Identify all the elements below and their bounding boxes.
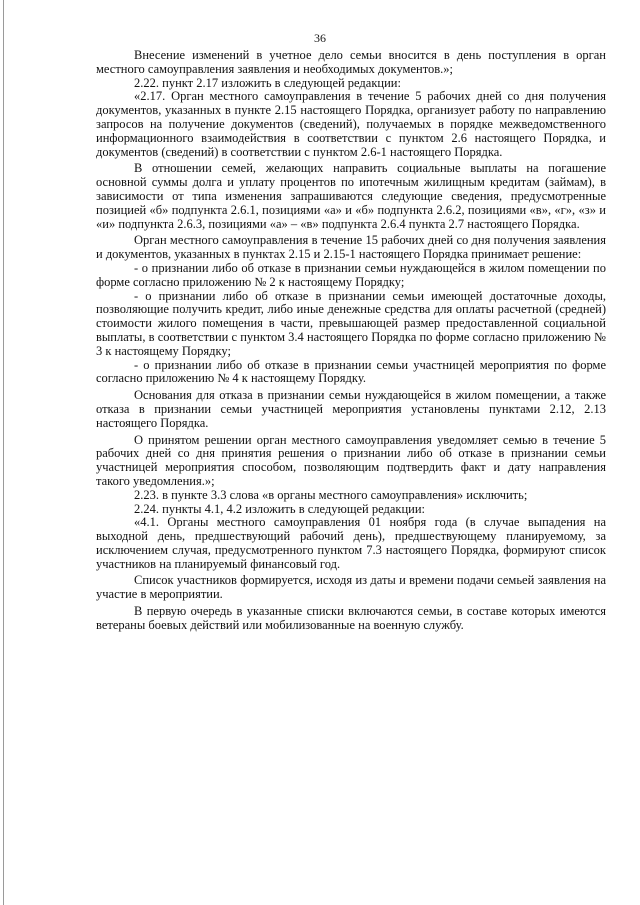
paragraph-participant-list: Список участников формируется, исходя из даты и времени подачи семьей заявления на участие в мероприятии. [96, 573, 606, 602]
page-number: 36 [314, 31, 326, 45]
paragraph-decision-participant: - о признании либо об отказе в признании семьи участницей мероприятия по форме согласно приложению № 4 к настоящему Порядку. [96, 357, 606, 386]
paragraph-mortgage-families: В отношении семей, желающих направить социальные выплаты на погашение основной суммы долга и уплату процентов по ипотечным жилищным кредитам (займам), в зависимости от типа изменения запрашиваются следующие сведения, предусмотренные позицией «б» подпункта 2.6.1, позициями «а» и «б» подпункта 2.6.2, позициями «в», «г», «з» и «и» подпункта 2.6.3, позициями «а» – «в» подпункта 2.6.4 пункта 2.7 настоящего Порядка. [96, 161, 606, 231]
paragraph-notification: О принятом решении орган местного самоуправления уведомляет семью в течение 5 рабочих дней со дня принятия решения о признании либо об отказе в признании семьи участницей мероприятия способом, позволяющим подтвердить факт и дату направления такого уведомления.»; [96, 432, 606, 488]
paragraph-decision-housing-need: - о признании либо об отказе в признании семьи нуждающейся в жилом помещении по форме согласно приложению № 2 к настоящему Порядку; [96, 260, 606, 289]
paragraph-priority-families: В первую очередь в указанные списки включаются семьи, в составе которых имеются ветераны боевых действий или мобилизованные на военную службу. [96, 604, 606, 632]
paragraph-changes-date: Внесение изменений в учетное дело семьи вносится в день поступления в орган местного самоуправления заявления и необходимых документов.»; [96, 48, 606, 76]
paragraph-item-2-22: 2.22. пункт 2.17 изложить в следующей редакции: [134, 75, 401, 90]
page-binding-edge [3, 0, 4, 905]
paragraph-item-2-23: 2.23. в пункте 3.3 слова «в органы местного самоуправления» исключить; [134, 487, 528, 502]
paragraph-refusal-grounds: Основания для отказа в признании семьи нуждающейся в жилом помещении, а также отказа в признании семьи участницей мероприятия установлены пунктами 2.12, 2.13 настоящего Порядка. [96, 388, 606, 430]
document-body [96, 49, 606, 633]
paragraph-decision-sufficient-income: - о признании либо об отказе в признании семьи имеющей достаточные доходы, позволяющие получить кредит, либо иные денежные средства для оплаты расчетной (средней) стоимости жилого помещения в части, превышающей размер предоставленной социальной выплаты, в соответствии с пунктом 3.4 настоящего Порядка по форме согласно приложению № 3 к настоящему Порядку; [96, 288, 606, 358]
paragraph-clause-4-1: «4.1. Органы местного самоуправления 01 ноября года (в случае выпадения на выходной день, предшествующий рабочий день), предшествующему планируемому, за исключением случая, предусмотренного пунктом 7.3 настоящего Порядка, формируют список участников на планируемый финансовый год. [96, 515, 606, 571]
paragraph-decision-intro: Орган местного самоуправления в течение 15 рабочих дней со дня получения заявления и документов, указанных в пунктах 2.15 и 2.15-1 настоящего Порядка принимает решение: [96, 233, 606, 262]
paragraph-clause-2-17: «2.17. Орган местного самоуправления в течение 5 рабочих дней со дня получения документов, указанных в пункте 2.15 настоящего Порядка, организует работу по направлению запросов на получение документов (сведений), получаемых в порядке межведомственного информационного взаимодействия в соответствии с пунктом 2.6 настоящего Порядка, и документов (сведений) в соответствии с пунктом 2.6-1 настоящего Порядка. [96, 89, 606, 159]
paragraph-item-2-24: 2.24. пункты 4.1, 4.2 изложить в следующей редакции: [134, 501, 425, 516]
